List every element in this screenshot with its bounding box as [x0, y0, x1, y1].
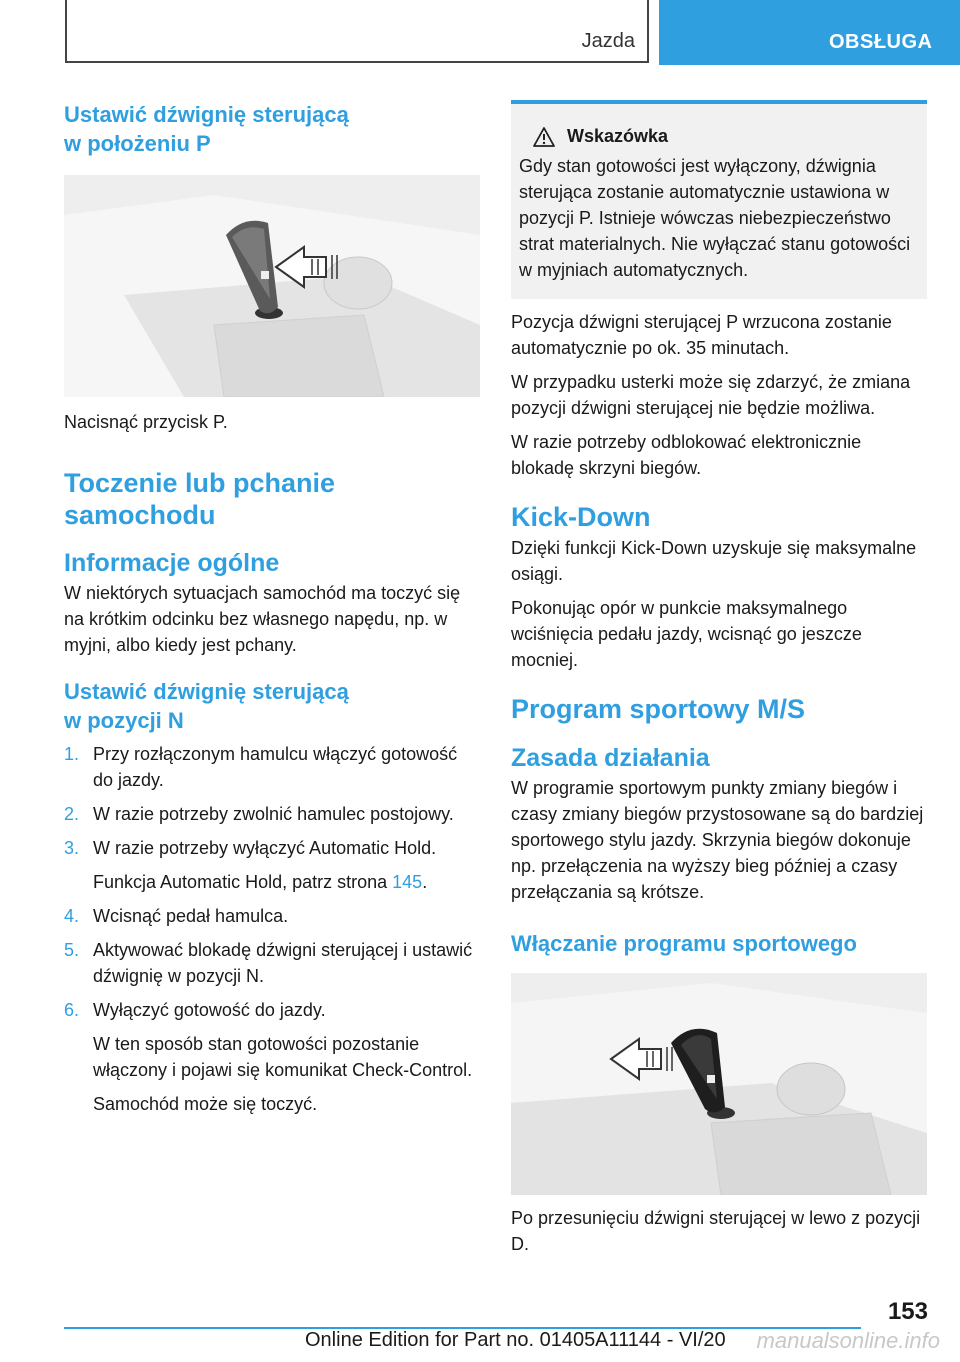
list-item [64, 741, 480, 793]
activate-sport-text: Po przesunięciu dźwigni sterującej w lewo z pozycji D. [511, 1208, 921, 1254]
left-column [64, 100, 480, 1117]
step-number: 5. [64, 940, 80, 960]
kick-down-text-1: Dzięki funkcji Kick-Down uzyskuje się maksymalne osiągi. [511, 538, 917, 584]
warning-text: Gdy stan gotowości jest wyłączony, dźwignia sterująca zostanie automatycznie ustawiona w pozycji P. Istnieje wówczas niebezpieczeństwo strat materialnych. Nie wyłączać stanu gotowości w myjniach automatycznych. [519, 156, 911, 280]
press-button-text: Nacisnąć przycisk P. [64, 412, 228, 432]
warning-box [511, 100, 927, 299]
heading-function: Zasada działania [511, 744, 710, 772]
step-text: Przy rozłączonym hamulcu włączyć gotowość do jazdy. [93, 744, 458, 790]
list-item [64, 997, 480, 1023]
step-text: Aktywować blokadę dźwigni sterującej i ustawić dźwignię w pozycji N. [93, 940, 473, 986]
step-note-text: Funkcja Automatic Hold, patrz strona [93, 872, 393, 892]
list-item [64, 801, 480, 827]
step-number: 2. [64, 804, 80, 824]
heading-sport-program: Program sportowy M/S [511, 694, 806, 724]
function-text: W programie sportowym punkty zmiany biegów i czasy zmiany biegów przystosowane są do bardziej sportowego stylu jazdy. Skrzynia biegów dokonuje np. przełączenia na wyższy bieg później a czasy przełączania są krótsze. [511, 778, 924, 902]
warning-triangle-icon [533, 127, 555, 147]
step-number: 1. [64, 744, 80, 764]
auto-p-text: Pozycja dźwigni sterującej P wrzucona zostanie automatycznie po ok. 35 minutach. [511, 312, 892, 358]
photo-lever-sport [511, 973, 927, 1195]
chapter-tab-label: OBSŁUGA [829, 31, 933, 53]
heading-kick-down: Kick-Down [511, 502, 651, 532]
right-column [511, 100, 927, 1257]
step-text: W razie potrzeby wyłączyć Automatic Hold. [93, 838, 437, 858]
warning-header [519, 126, 917, 147]
heading-lever-n: Ustawić dźwignię sterującą w pozycji N [64, 679, 349, 733]
step-note-text: Samochód może się toczyć. [93, 1094, 318, 1114]
chapter-tab [659, 0, 960, 65]
fault-text: W przypadku usterki może się zdarzyć, że zmiana pozycji dźwigni sterującej nie będzie możliwa. [511, 372, 911, 418]
list-item [64, 835, 480, 861]
list-item [64, 937, 480, 989]
step-note: Funkcja Automatic Hold, patrz strona 145. [93, 872, 428, 892]
step-number: 6. [64, 1000, 80, 1020]
step-note [64, 1091, 480, 1117]
step-text: W razie potrzeby zwolnić hamulec postojowy. [93, 804, 454, 824]
heading-rolling: Toczenie lub pchanie samochodu [64, 468, 336, 530]
watermark: manualsonline.info [756, 1328, 940, 1353]
general-info-text: W niektórych sytuacjach samochód ma toczyć się na krótkim odcinku bez własnego napędu, np. w myjni, albo kiedy jest pchany. [64, 583, 461, 655]
step-text: Wyłączyć gotowość do jazdy. [93, 1000, 326, 1020]
step-note [64, 1031, 480, 1083]
edition-text: Online Edition for Part no. 01405A11144 - VI/20 [305, 1329, 726, 1351]
heading-activate-sport: Włączanie programu sportowego [511, 931, 857, 956]
photo-lever-p [64, 175, 480, 397]
page-number: 153 [887, 1298, 928, 1325]
warning-title: Wskazówka [567, 126, 669, 146]
step-text: Wcisnąć pedał hamulca. [93, 906, 289, 926]
page-link-145[interactable]: 145 [392, 872, 423, 892]
step-note-text: W ten sposób stan gotowości pozostanie włączony i pojawi się komunikat Check-Control. [93, 1034, 473, 1080]
step-number: 4. [64, 906, 80, 926]
heading-general-info: Informacje ogólne [64, 549, 280, 577]
step-number: 3. [64, 838, 80, 858]
header-frame [65, 0, 649, 63]
heading-lever-p: Ustawić dźwignię sterującą w położeniu P [64, 102, 349, 156]
list-item [64, 903, 480, 929]
kick-down-text-2: Pokonując opór w punkcie maksymalnego wciśnięcia pedału jazdy, wcisnąć go jeszcze mocniej. [511, 598, 862, 670]
steps-list [64, 741, 480, 1117]
section-title: Jazda [581, 30, 635, 52]
unlock-text: W razie potrzeby odblokować elektronicznie blokadę skrzyni biegów. [511, 432, 862, 478]
